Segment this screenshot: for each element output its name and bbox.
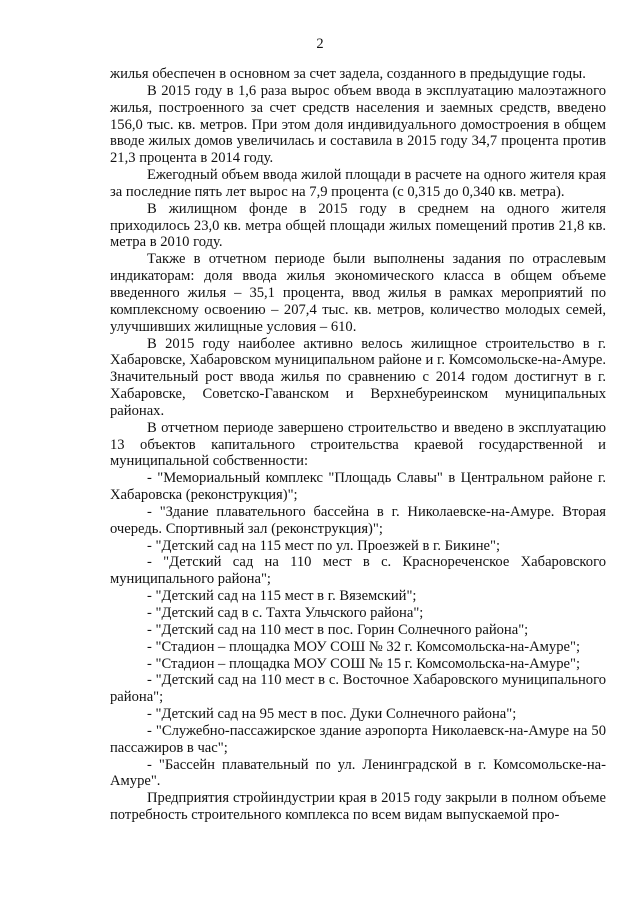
paragraph-continuation: жилья обеспечен в основном за счет задела, созданного в предыдущие годы.: [110, 66, 586, 82]
paragraph-completed-objects-intro: В отчетном периоде завершено строительство и введено в эксплуатацию 13 объектов капитального строительства краевой государственной и муниципальной собственности:: [110, 419, 606, 470]
paragraph-housing-stock: В жилищном фонде в 2015 году в среднем на одного жителя приходилось 23,0 кв. метра общей площади жилых помещений против 21,8 кв. метра в 2010 году.: [110, 200, 606, 251]
list-item: - "Детский сад на 110 мест в с. Краснореченское Хабаровского муниципального района";: [110, 554, 606, 588]
paragraph-construction-areas: В 2015 году наиболее активно велось жилищное строительство в г. Хабаровске, Хабаровском муниципальном районе и г. Комсомольске-на-Амуре. Значительный рост ввода жилья по сравнению с 2014 годом достигнут в г. Хабаровске, Советско-Гаванском и Верхнебуреинском муниципальных районах.: [110, 335, 606, 419]
list-item: - "Детский сад в с. Тахта Ульчского района";: [147, 605, 424, 621]
paragraph-low-rise-housing: В 2015 году в 1,6 раза вырос объем ввода в эксплуатацию малоэтажного жилья, построенного за счет средств населения и заемных средств, введено 156,0 тыс. кв. метров. При этом доля индивидуального домостроения в общем вводе жилых домов увеличилась и составила в 2015 году 34,7 процента против 21,3 процента в 2014 году.: [110, 82, 606, 167]
list-item: - "Детский сад на 95 мест в пос. Дуки Солнечного района";: [147, 706, 517, 723]
list-item: - "Детский сад на 115 мест по ул. Проезжей в г. Бикине";: [147, 537, 501, 554]
list-item: - "Бассейн плавательный по ул. Ленинградской в г. Комсомольске-на-Амуре".: [110, 756, 606, 790]
paragraph-construction-industry: Предприятия стройиндустрии края в 2015 году закрыли в полном объеме потребность строительного комплекса по всем видам выпускаемой про-: [110, 790, 606, 824]
document-body: [110, 66, 606, 824]
list-item: - "Стадион – площадка МОУ СОШ № 15 г. Комсомольска-на-Амуре";: [147, 655, 580, 672]
list-item: - "Мемориальный комплекс "Площадь Славы" в Центральном районе г. Хабаровска (реконструкция)";: [110, 470, 606, 504]
list-item: - "Стадион – площадка МОУ СОШ № 32 г. Комсомольска-на-Амуре";: [147, 638, 580, 655]
list-item: - "Детский сад на 115 мест в г. Вяземский";: [147, 588, 417, 605]
page-number: 2: [316, 36, 324, 52]
list-item: - "Здание плавательного бассейна в г. Николаевске-на-Амуре. Вторая очередь. Спортивный зал (реконструкция)";: [110, 503, 606, 537]
list-item: - "Служебно-пассажирское здание аэропорта Николаевск-на-Амуре на 50 пассажиров в час";: [110, 722, 606, 756]
paragraph-sector-indicators: Также в отчетном периоде были выполнены задания по отраслевым индикаторам: доля ввода жилья экономического класса в общем объеме введенного жилья – 35,1 процента, ввод жилья в рамках мероприятий по комплексному освоению – 207,4 тыс. кв. метров, количество молодых семей, улучшивших жилищные условия – 610.: [110, 251, 606, 335]
list-item: - "Детский сад на 110 мест в с. Восточное Хабаровского муниципального района";: [110, 672, 606, 706]
paragraph-per-capita-input: Ежегодный объем ввода жилой площади в расчете на одного жителя края за последние пять лет вырос на 7,9 процента (с 0,315 до 0,340 кв. метра).: [110, 167, 606, 200]
list-item: - "Детский сад на 110 мест в пос. Горин Солнечного района";: [147, 621, 529, 638]
completed-objects-list: [110, 470, 606, 790]
